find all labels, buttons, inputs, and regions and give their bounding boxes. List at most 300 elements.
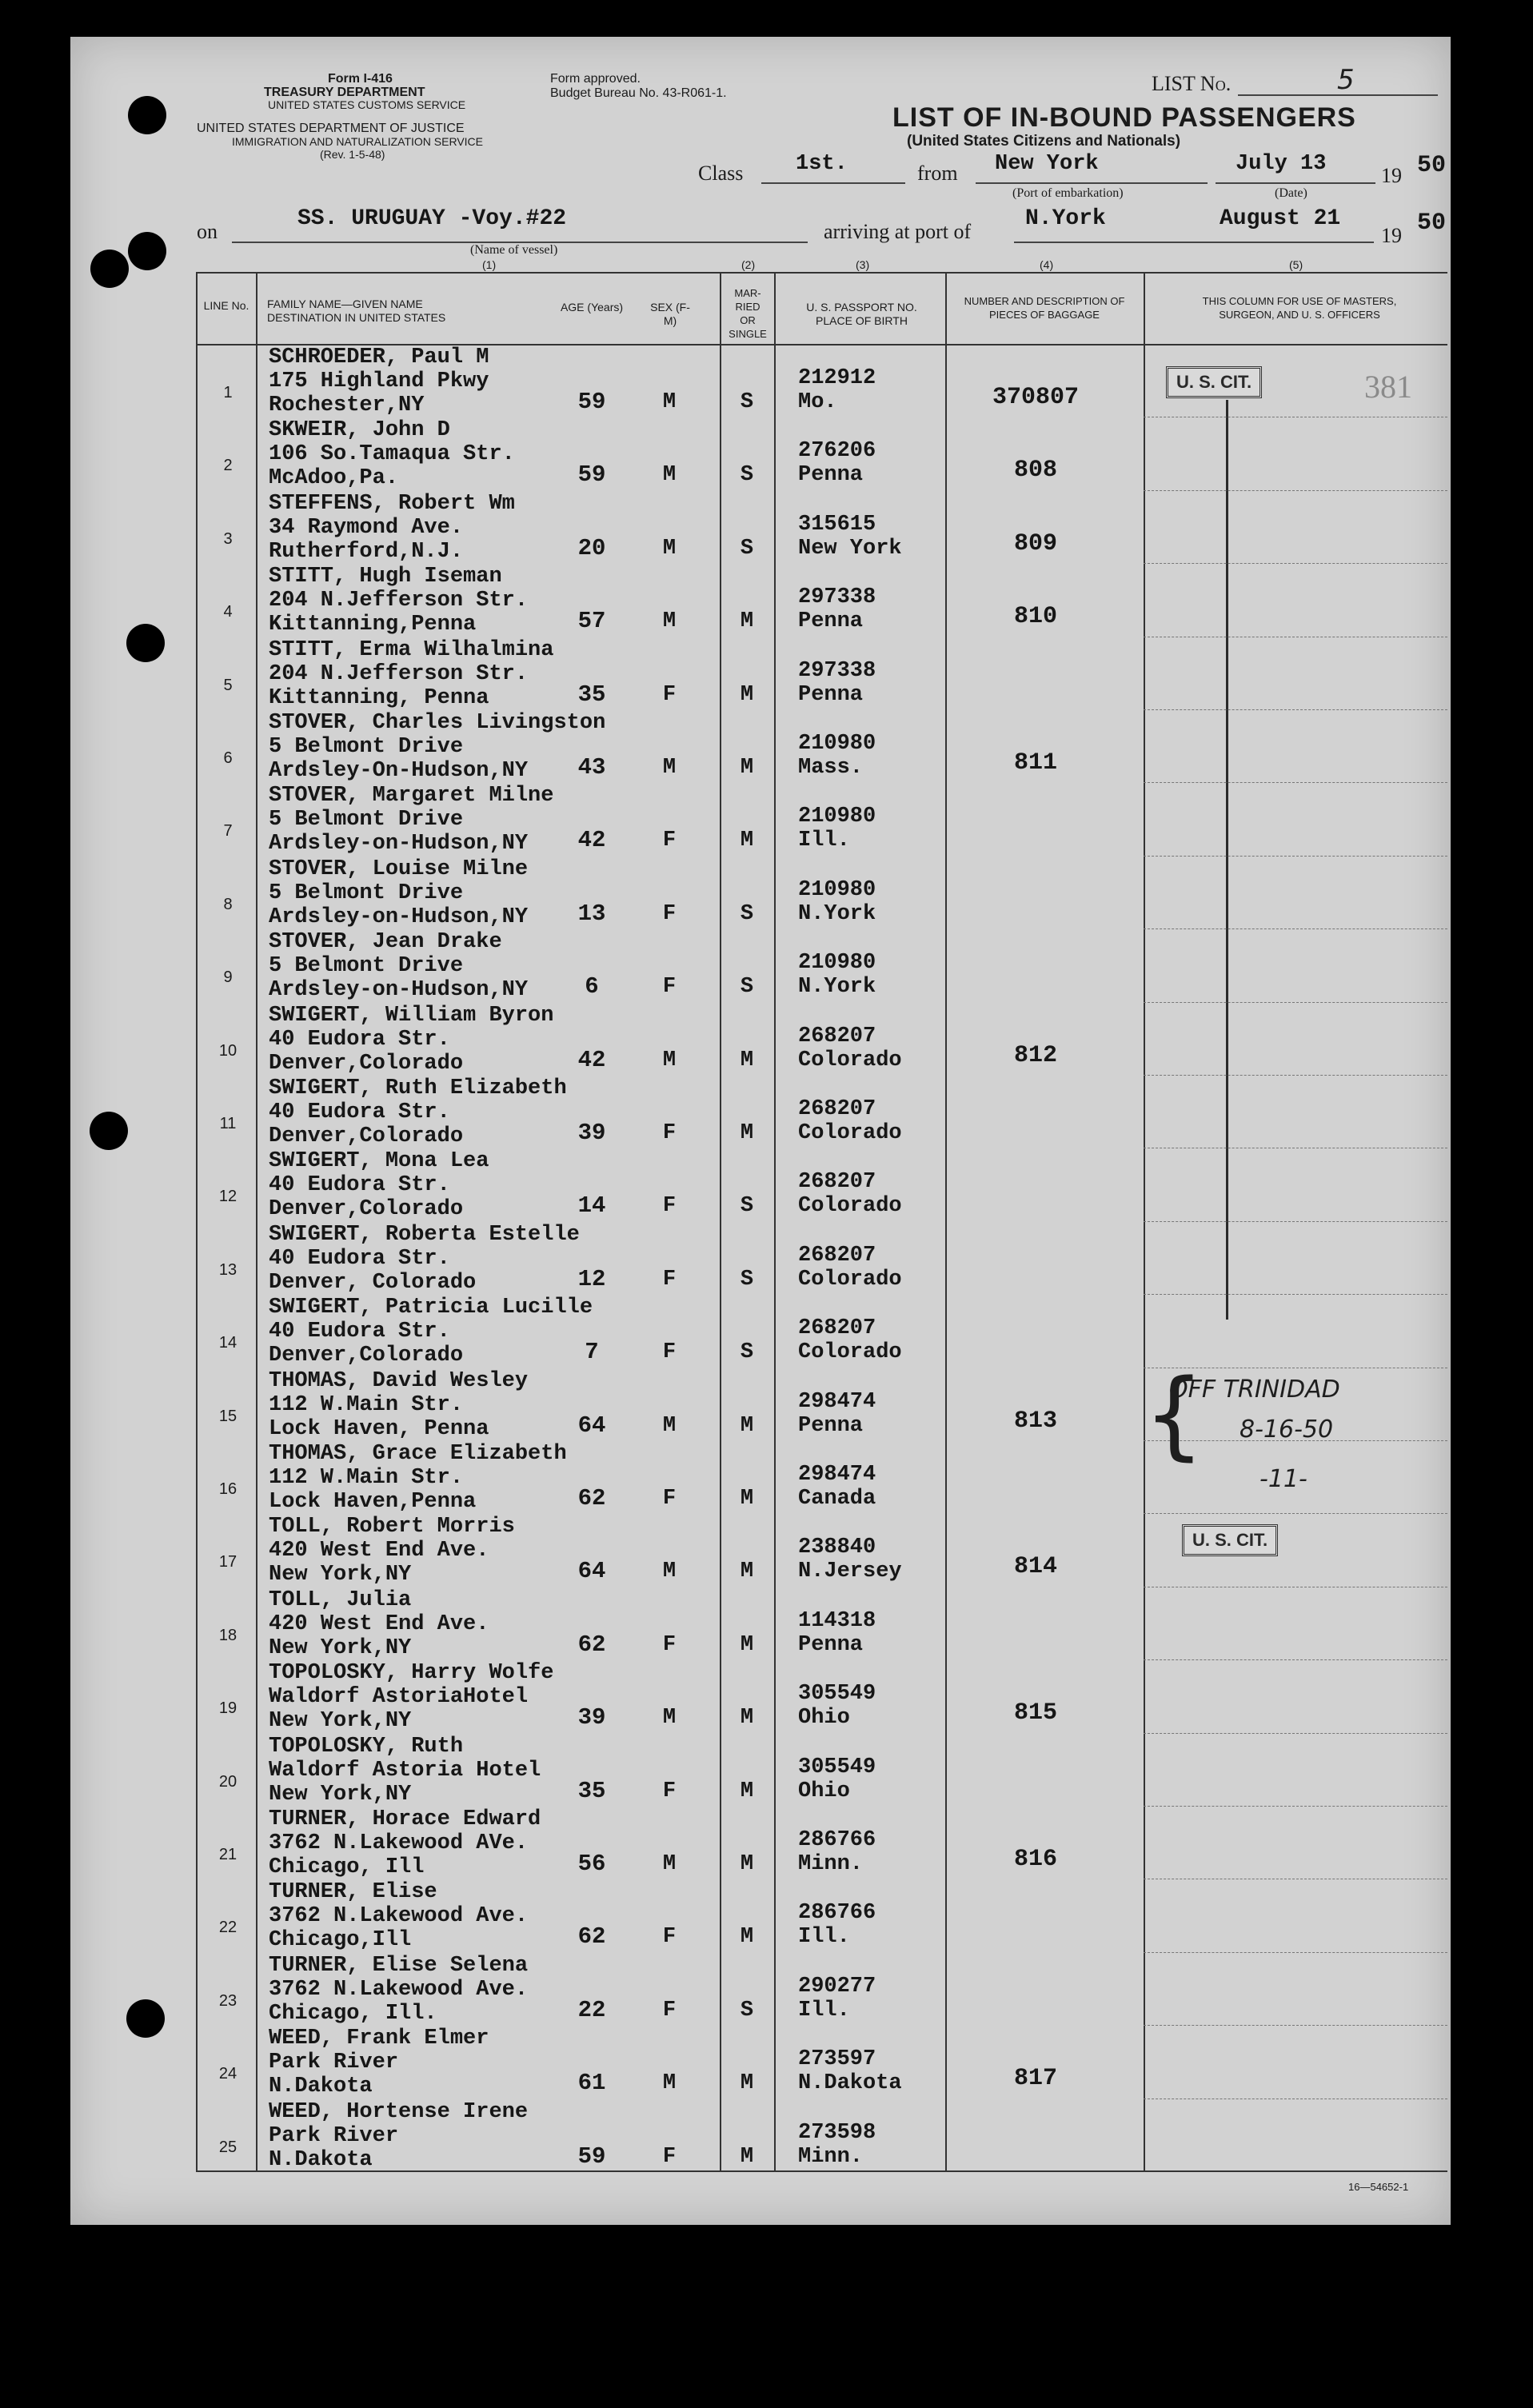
passenger-name-address [269,1807,541,1879]
passport-birth [798,1244,902,1292]
city-state: Kittanning,Penna [269,613,477,637]
city-state: New York,NY [269,1636,412,1660]
street-address: 40 Eudora Str. [269,1100,450,1124]
passenger-sex: M [662,609,677,633]
place-of-birth: Ill. [798,1925,850,1949]
arrival-date: August 21 [1220,206,1341,231]
embark-date: July 13 [1236,152,1327,176]
passenger-name-address [269,1442,567,1514]
passenger-sex: F [662,1487,677,1511]
passenger-sex: F [662,902,677,926]
place-of-birth: Minn. [798,2145,864,2169]
street-address: 175 Highland Pkwy [269,369,489,393]
passenger-name-address [269,418,515,490]
class-value: 1st. [796,152,848,176]
passenger-name: TOPOLOSKY, Ruth [269,1735,464,1759]
passport-birth [798,1316,902,1364]
baggage-number: 813 [1013,1408,1057,1435]
street-address: Park River [269,2051,399,2075]
city-state: New York,NY [269,1563,412,1587]
street-address: 5 Belmont Drive [269,954,464,978]
line-number: 24 [218,2065,238,2083]
marital-status: M [740,1414,754,1438]
passenger-sex: F [662,1268,677,1292]
table-row [0,2025,1533,2098]
passenger-name: TOLL, Julia [269,1588,412,1612]
passenger-name: SWIGERT, Ruth Elizabeth [269,1076,567,1100]
passenger-age: 59 [577,389,606,415]
city-state: Lock Haven, Penna [269,1417,489,1441]
passenger-age: 43 [577,754,606,781]
table-row [0,928,1533,1001]
passport-birth [798,513,902,561]
line-number: 9 [223,968,233,986]
street-address: 40 Eudora Str. [269,1173,450,1197]
vessel-name: SS. URUGUAY -Voy.#22 [297,206,567,231]
passenger-name: SCHROEDER, Paul M [269,345,489,369]
marital-status: M [740,829,754,853]
passenger-sex: M [662,1048,677,1072]
passenger-name-address [269,565,528,637]
passenger-age: 61 [577,2070,606,2096]
passport-number: 268207 [798,1244,876,1268]
passenger-age: 35 [577,1778,606,1804]
line-number: 16 [218,1480,238,1498]
marital-status: M [740,609,754,633]
line-number: 13 [218,1261,238,1279]
passenger-age: 39 [577,1704,606,1731]
table-row [0,344,1533,417]
baggage-number: 812 [1013,1042,1057,1069]
passenger-age: 39 [577,1120,606,1146]
table-row [0,1221,1533,1294]
city-state: Rochester,NY [269,393,425,417]
us-citizen-stamp-2: U. S. CIT. [1182,1524,1278,1556]
budget-bureau: Budget Bureau No. 43-R061-1. [550,86,727,100]
passenger-name: STITT, Hugh Iseman [269,565,502,589]
passport-number: 297338 [798,585,876,609]
place-of-birth: Ill. [798,1999,850,2023]
passenger-age: 42 [577,827,606,853]
passenger-sex: M [662,1706,677,1730]
passport-number: 114318 [798,1609,876,1633]
passenger-name: WEED, Frank Elmer [269,2027,489,2051]
marital-status: M [740,1852,754,1876]
passport-number: 210980 [798,805,876,829]
passenger-sex: M [662,1852,677,1876]
place-of-birth: Colorado [798,1194,902,1218]
col-number-5: (5) [1289,258,1303,271]
table-row [0,856,1533,928]
baggage-number: 814 [1013,1553,1057,1580]
place-of-birth: N.York [798,902,876,926]
table-row [0,709,1533,782]
passenger-sex: M [662,463,677,487]
passenger-age: 12 [577,1266,606,1292]
passenger-sex: F [662,1340,677,1364]
place-of-birth: N.Jersey [798,1559,902,1583]
street-address: 106 So.Tamaqua Str. [269,442,515,466]
arriving-label: arriving at port of [824,220,972,243]
city-state: Ardsley-on-Hudson,NY [269,832,529,856]
passport-number: 273597 [798,2047,876,2071]
passenger-name-address [269,857,528,929]
passenger-name: TURNER, Horace Edward [269,1807,541,1831]
street-address: 3762 N.Lakewood Ave. [269,1904,529,1928]
street-address: Waldorf AstoriaHotel [269,1685,529,1709]
city-state: Rutherford,N.J. [269,540,464,564]
passenger-age: 64 [577,1558,606,1584]
marital-status: M [740,1559,754,1583]
date-caption: (Date) [1275,186,1307,200]
col-header-officers: THIS COLUMN FOR USE OF MASTERS, SURGEON, AND U. S. OFFICERS [1202,295,1397,321]
passenger-name-address [269,492,515,564]
marital-status: S [740,463,754,487]
city-state: Kittanning, Penna [269,686,489,710]
line-number: 15 [218,1408,238,1425]
passport-birth [798,2121,876,2169]
passport-birth [798,2047,902,2095]
passenger-name: STITT, Erma Wilhalmina [269,638,554,662]
vessel-caption: (Name of vessel) [470,243,558,257]
passport-number: 276206 [798,439,876,463]
marital-status: M [740,2145,754,2169]
table-row [0,1587,1533,1659]
marital-status: S [740,1340,754,1364]
line-number: 6 [223,749,233,767]
marital-status: S [740,1268,754,1292]
passenger-age: 35 [577,681,606,708]
city-state: Denver,Colorado [269,1197,464,1221]
passport-birth [798,659,876,707]
passenger-age: 62 [577,1485,606,1511]
line-number: 7 [223,822,233,840]
passenger-sex: F [662,1121,677,1145]
ins-service: IMMIGRATION AND NATURALIZATION SERVICE [232,135,483,148]
passenger-name-address [269,2100,528,2172]
passenger-name: TURNER, Elise Selena [269,1954,529,1978]
line-number: 22 [218,1919,238,1936]
place-of-birth: Penna [798,1414,864,1438]
baggage-number: 815 [1013,1699,1057,1727]
place-of-birth: Colorado [798,1121,902,1145]
punch-hole [128,232,166,270]
place-of-birth: Ill. [798,829,850,853]
passenger-name: WEED, Hortense Irene [269,2100,529,2124]
justice-dept: UNITED STATES DEPARTMENT OF JUSTICE [197,122,465,135]
marital-status: M [740,1121,754,1145]
baggage-number: 816 [1013,1846,1057,1873]
passenger-name-address [269,1735,541,1807]
marital-status: M [740,2071,754,2095]
line-number: 5 [223,677,233,694]
marital-status: M [740,1925,754,1949]
marital-status: S [740,390,754,414]
passport-number: 305549 [798,1755,876,1779]
passenger-sex: M [662,1559,677,1583]
passenger-sex: F [662,1194,677,1218]
passport-number: 210980 [798,951,876,975]
place-of-birth: Ohio [798,1706,850,1730]
place-of-birth: New York [798,537,902,561]
street-address: 40 Eudora Str. [269,1320,450,1344]
passenger-age: 59 [577,461,606,488]
col-header-age: AGE (Years) [560,301,624,313]
customs-service: UNITED STATES CUSTOMS SERVICE [268,98,466,111]
footer-code: 16—54652-1 [1348,2181,1409,2193]
on-label: on [197,220,218,243]
col-header-sex: SEX (F-M) [650,301,690,327]
passenger-age: 20 [577,535,606,561]
passenger-age: 42 [577,1047,606,1073]
passport-birth [798,1609,876,1657]
table-row [0,1002,1533,1075]
col-header-baggage: NUMBER AND DESCRIPTION OF PIECES OF BAGGAGE [964,295,1125,321]
passenger-name: SWIGERT, Mona Lea [269,1149,489,1173]
passport-number: 268207 [798,1024,876,1048]
passenger-name-address [269,930,528,1002]
passenger-name-address [269,1369,528,1441]
marital-status: M [740,683,754,707]
place-of-birth: Canada [798,1487,876,1511]
passport-birth [798,1755,876,1803]
passport-birth [798,878,876,926]
passenger-age: 59 [577,2143,606,2170]
list-no-value: 5 [1337,64,1355,96]
baggage-number: 370807 [992,384,1080,411]
table-row [0,1659,1533,1732]
table-row [0,1806,1533,1879]
passport-birth [798,585,876,633]
passenger-name-address [269,1223,580,1295]
passport-birth [798,366,876,414]
passport-birth [798,1535,902,1583]
passenger-sex: F [662,1925,677,1949]
baggage-number: 817 [1013,2065,1057,2092]
city-state: Chicago,Ill [269,1928,412,1952]
city-state: Lock Haven,Penna [269,1490,477,1514]
line-number: 10 [218,1042,238,1060]
city-state: N.Dakota [269,2075,373,2099]
passport-birth [798,732,876,780]
table-row [0,1952,1533,2025]
form-number: Form I-416 [328,72,393,86]
place-of-birth: Mo. [798,390,837,414]
passenger-name: THOMAS, David Wesley [269,1369,529,1393]
passenger-name: SWIGERT, Roberta Estelle [269,1223,580,1247]
passenger-age: 64 [577,1412,606,1439]
city-state: Ardsley-On-Hudson,NY [269,759,529,783]
city-state: New York,NY [269,1709,412,1733]
passenger-sex: M [662,390,677,414]
form-revision: (Rev. 1-5-48) [320,148,385,161]
trinidad-note-1: OFF TRINIDAD [1169,1376,1340,1404]
note-brace: { [1144,1360,1205,1471]
passport-birth [798,1390,876,1438]
line-number: 12 [218,1188,238,1205]
marital-status: S [740,1999,754,2023]
punch-hole [90,250,129,288]
passenger-name: SWIGERT, William Byron [269,1004,554,1028]
passenger-sex: M [662,1414,677,1438]
place-of-birth: Penna [798,1633,864,1657]
city-state: New York,NY [269,1783,412,1807]
passport-number: 315615 [798,513,876,537]
city-state: Denver,Colorado [269,1052,464,1076]
passenger-name-address [269,1515,515,1587]
class-label: Class [698,162,744,185]
table-row [0,1148,1533,1220]
passport-number: 305549 [798,1682,876,1706]
line-number: 21 [218,1846,238,1863]
table-row [0,1294,1533,1367]
col-header-name: FAMILY NAME—GIVEN NAME DESTINATION IN UNITED STATES [267,298,446,324]
street-address: 420 West End Ave. [269,1612,489,1636]
table-row [0,490,1533,563]
place-of-birth: Penna [798,463,864,487]
street-address: Park River [269,2124,399,2148]
place-of-birth: Colorado [798,1340,902,1364]
table-row [0,1733,1533,1806]
city-state: Ardsley-on-Hudson,NY [269,978,529,1002]
passport-birth [798,1170,902,1218]
passenger-name: SKWEIR, John D [269,418,450,442]
passenger-name-address [269,711,605,783]
table-row [0,637,1533,709]
passenger-name-address [269,345,489,417]
col-number-4: (4) [1040,258,1054,271]
passenger-sex: F [662,683,677,707]
year-value: 50 [1417,152,1447,179]
place-of-birth: Mass. [798,756,864,780]
passenger-age: 57 [577,608,606,634]
baggage-number: 811 [1013,749,1057,777]
passport-number: 212912 [798,366,876,390]
passenger-sex: F [662,975,677,999]
marital-status: M [740,1779,754,1803]
passport-birth [798,1097,902,1145]
passport-number: 210980 [798,732,876,756]
passenger-name-address [269,1954,528,2026]
passenger-name: TOLL, Robert Morris [269,1515,515,1539]
passenger-name-address [269,1880,528,1952]
place-of-birth: Colorado [798,1048,902,1072]
passenger-name: THOMAS, Grace Elizabeth [269,1442,567,1466]
passport-number: 298474 [798,1463,876,1487]
col-header-passport: U. S. PASSPORT NO. PLACE OF BIRTH [806,301,917,327]
line-number: 20 [218,1773,238,1791]
passport-birth [798,1463,876,1511]
form-subtitle: (United States Citizens and Nationals) [907,133,1181,150]
passenger-name-address [269,1149,489,1221]
passenger-name-address [269,638,553,710]
line-number: 14 [218,1334,238,1352]
col-number-1: (1) [482,258,497,271]
marital-status: S [740,902,754,926]
city-state: N.Dakota [269,2148,373,2172]
passport-number: 286766 [798,1828,876,1852]
year-prefix: 19 [1381,164,1402,187]
place-of-birth: Ohio [798,1779,850,1803]
street-address: 204 N.Jefferson Str. [269,662,529,686]
street-address: 112 W.Main Str. [269,1393,464,1417]
passport-birth [798,1975,876,2023]
passenger-name-address [269,784,553,856]
passenger-name-address [269,1661,553,1733]
passport-number: 297338 [798,659,876,683]
passport-number: 268207 [798,1316,876,1340]
passenger-name: STEFFENS, Robert Wm [269,492,515,516]
marital-status: M [740,1706,754,1730]
street-address: 40 Eudora Str. [269,1247,450,1271]
street-address: 3762 N.Lakewood Ave. [269,1978,529,2002]
table-row [0,782,1533,855]
city-state: Denver,Colorado [269,1344,464,1368]
line-number: 18 [218,1627,238,1644]
punch-hole [128,96,166,134]
place-of-birth: Penna [798,609,864,633]
place-of-birth: N.York [798,975,876,999]
passenger-name-address [269,2027,489,2099]
table-row [0,1513,1533,1586]
table-row [0,1879,1533,1951]
street-address: 5 Belmont Drive [269,881,464,905]
passenger-sex: M [662,2071,677,2095]
passport-birth [798,1682,876,1730]
marital-status: M [740,1048,754,1072]
marital-status: S [740,537,754,561]
passenger-age: 6 [585,973,599,1000]
line-number: 25 [218,2138,238,2156]
passenger-name-address [269,1296,593,1368]
line-number: 11 [219,1115,237,1132]
passport-number: 238840 [798,1535,876,1559]
from-label: from [917,162,958,185]
street-address: 34 Raymond Ave. [269,516,464,540]
passenger-sex: F [662,829,677,853]
baggage-number: 810 [1013,603,1057,630]
city-state: Denver,Colorado [269,1124,464,1148]
street-address: Waldorf Astoria Hotel [269,1759,541,1783]
trinidad-note-2: 8-16-50 [1240,1416,1334,1444]
street-address: 5 Belmont Drive [269,735,464,759]
table-row [0,563,1533,636]
passport-birth [798,1024,902,1072]
passenger-sex: F [662,1779,677,1803]
passenger-name-address [269,1588,489,1660]
passenger-name: STOVER, Charles Livingston [269,711,606,735]
table-row [0,1075,1533,1148]
passport-birth [798,1901,876,1949]
arrival-year-prefix: 19 [1381,224,1402,247]
port-caption: (Port of embarkation) [1012,186,1124,200]
passenger-name-address [269,1076,567,1148]
passenger-sex: M [662,756,677,780]
arrival-year: 50 [1417,210,1447,237]
passenger-age: 62 [577,1923,606,1950]
form-approved: Form approved. [550,72,641,86]
line-number: 23 [218,1992,238,2010]
line-number: 8 [223,896,233,913]
trinidad-note-3: -11- [1260,1465,1307,1493]
city-state: Ardsley-on-Hudson,NY [269,905,529,929]
place-of-birth: Penna [798,683,864,707]
passport-number: 210980 [798,878,876,902]
passport-number: 273598 [798,2121,876,2145]
place-of-birth: N.Dakota [798,2071,902,2095]
passenger-sex: F [662,2145,677,2169]
passenger-age: 56 [577,1851,606,1877]
